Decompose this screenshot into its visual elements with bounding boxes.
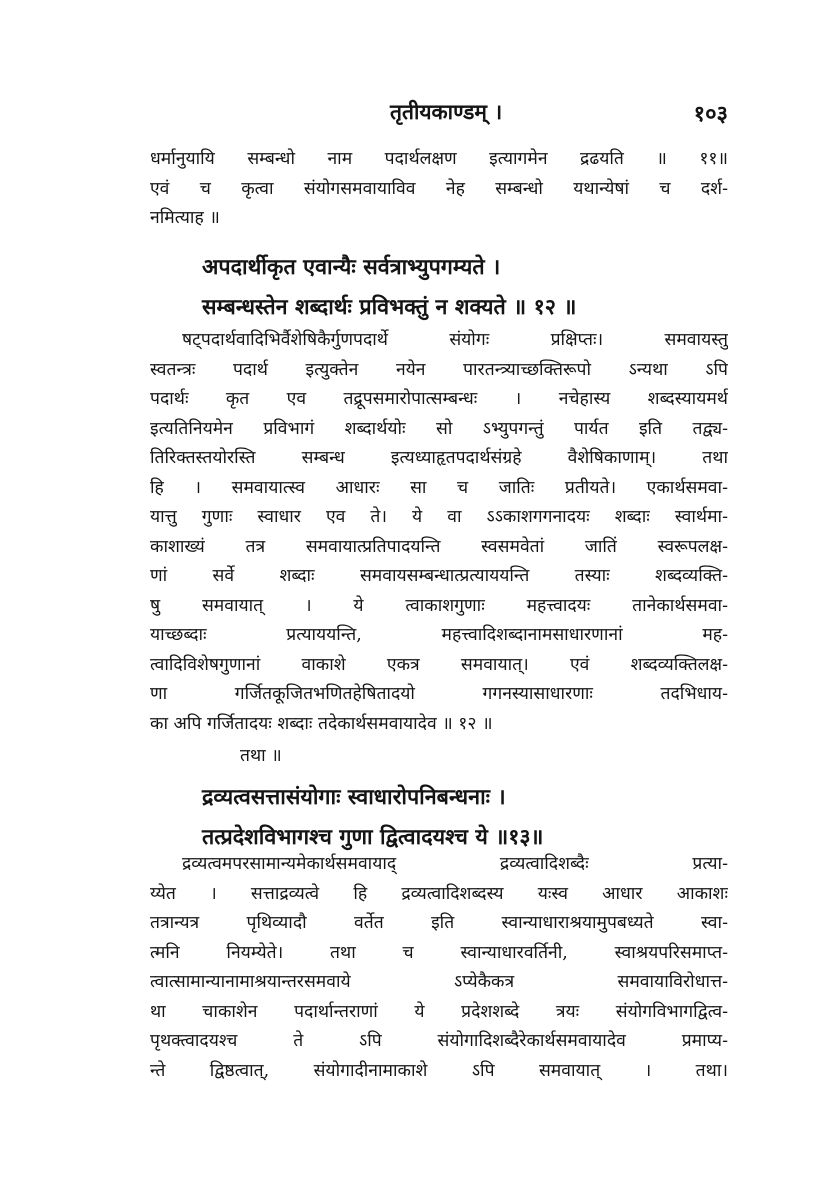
- verse-line: सम्बन्धस्तेन शब्दार्थः प्रविभक्तुं न शक्यते ॥ १२ ॥: [202, 295, 577, 320]
- text-line: नमित्याह ॥: [150, 208, 220, 228]
- text-line: एवं च कृत्वा संयोगसमवायाविव नेह सम्बन्धो यथान्येषां च दर्श-: [150, 178, 728, 199]
- text-line: पदार्थः कृत एव तद्रूपसमारोपात्सम्बन्धः । नचेहास्य शब्दस्यायमर्थ: [150, 389, 728, 409]
- text-line: णां सर्वे शब्दाः समवायसम्बन्धात्प्रत्याययन्ति तस्याः शब्दव्यक्ति-: [150, 566, 728, 586]
- tatha-separator: [150, 741, 728, 771]
- text-line: हि । समवायात्स्व आधारः सा च जातिः प्रतीयते। एकार्थसमवा-: [150, 477, 728, 498]
- text-line: इत्यतिनियमेन प्रविभागं शब्दार्थयोः सो ऽभ्युपगन्तुं पार्यत इति तद्व्य-: [150, 418, 728, 439]
- page-header: [150, 98, 728, 130]
- text-line: द्रव्यत्वमपरसामान्यमेकार्थसमवायाद् द्रव्यत्वादिशब्दैः प्रत्या-: [182, 854, 728, 874]
- text-line: तत्रान्यत्र पृथिव्यादौ वर्तेत इति स्वान्याधाराश्रयामुपबध्यते स्वा-: [150, 913, 728, 933]
- text-line: षट्पदार्थवादिभिर्वैशेषिकैर्गुणपदार्थे संयोगः प्रक्षिप्तः। समवायस्तु: [182, 330, 728, 350]
- verse-line: द्रव्यत्वसत्तासंयोगाः स्वाधारोपनिबन्धनाः ।: [202, 785, 506, 810]
- running-head: तृतीयकाण्डम् ।: [390, 99, 503, 124]
- text-line: काशाख्यं तत्र समवायात्प्रतिपादयन्ति स्वसमवेतां जातिं स्वरूपलक्ष-: [150, 536, 728, 557]
- commentary-12: [150, 326, 728, 739]
- verse-12: [150, 248, 780, 328]
- text-line: णा गर्जितकूजितभणितहेषितादयो गगनस्यासाधारणाः तदभिधाय-: [150, 684, 728, 704]
- text-line: याच्छब्दाः प्रत्याययन्ति, महत्त्वादिशब्दानामसाधारणानां मह-: [150, 625, 728, 645]
- verse-line: अपदार्थीकृत एवान्यैः सर्वत्राभ्युपगम्यते ।: [202, 255, 501, 280]
- commentary-13: [150, 850, 728, 1086]
- page-number: १०३: [693, 101, 728, 127]
- text-line: धर्मानुयायि सम्बन्धो नाम पदार्थलक्षण इत्यागमेन द्रढयति ॥ ११॥: [150, 149, 728, 169]
- text-line: त्वादिविशेषगुणानां वाकाशे एकत्र समवायात्। एवं शब्दव्यक्तिलक्ष-: [150, 654, 728, 675]
- text-line: का अपि गर्जितादयः शब्दाः तदेकार्थसमवायादेव ॥ १२ ॥: [150, 713, 493, 734]
- text-line: त्मनि नियम्येते। तथा च स्वान्याधारवर्तिनी, स्वाश्रयपरिसमाप्त-: [150, 942, 728, 963]
- verse-13: [150, 778, 780, 858]
- paragraph-intro: [150, 145, 728, 234]
- verse-line: तत्प्रदेशविभागश्च गुणा द्वित्वादयश्च ये ॥१३॥: [202, 825, 544, 850]
- text-line: तथा ॥: [240, 746, 282, 766]
- text-line: य्येत । सत्ताद्रव्यत्वे हि द्रव्यत्वादिशब्दस्य यःस्व आधार आकाशः: [150, 883, 728, 904]
- text-line: त्वात्सामान्यानामाश्रयान्तरसमवाये ऽप्येकैकत्र समवायाविरोधात्त-: [150, 972, 728, 992]
- text-line: स्वतन्त्रः पदार्थ इत्युक्तेन नयेन पारतन्त्र्याच्छक्तिरूपो ऽन्यथा ऽपि: [150, 359, 728, 380]
- text-line: यात्तु गुणाः स्वाधार एव ते। ये वा ऽऽकाशगगनादयः शब्दाः स्वार्थमा-: [150, 507, 728, 527]
- text-line: पृथक्त्वादयश्च ते ऽपि संयोगादिशब्दैरेकार्थसमवायादेव प्रमाप्य-: [150, 1031, 728, 1051]
- text-line: न्ते द्विष्ठत्वात्, संयोगादीनामाकाशे ऽपि समवायात् । तथा।: [150, 1060, 728, 1081]
- text-line: था चाकाशेन पदार्थान्तराणां ये प्रदेशशब्दे त्रयः संयोगविभागद्वित्व-: [150, 1001, 728, 1022]
- text-line: षु समवायात् । ये त्वाकाशगुणाः महत्त्वादयः तानेकार्थसमवा-: [150, 595, 728, 616]
- text-line: तिरिक्तस्तयोरस्ति सम्बन्ध इत्यध्याहृतपदार्थसंग्रहे वैशेषिकाणाम्। तथा: [150, 448, 728, 468]
